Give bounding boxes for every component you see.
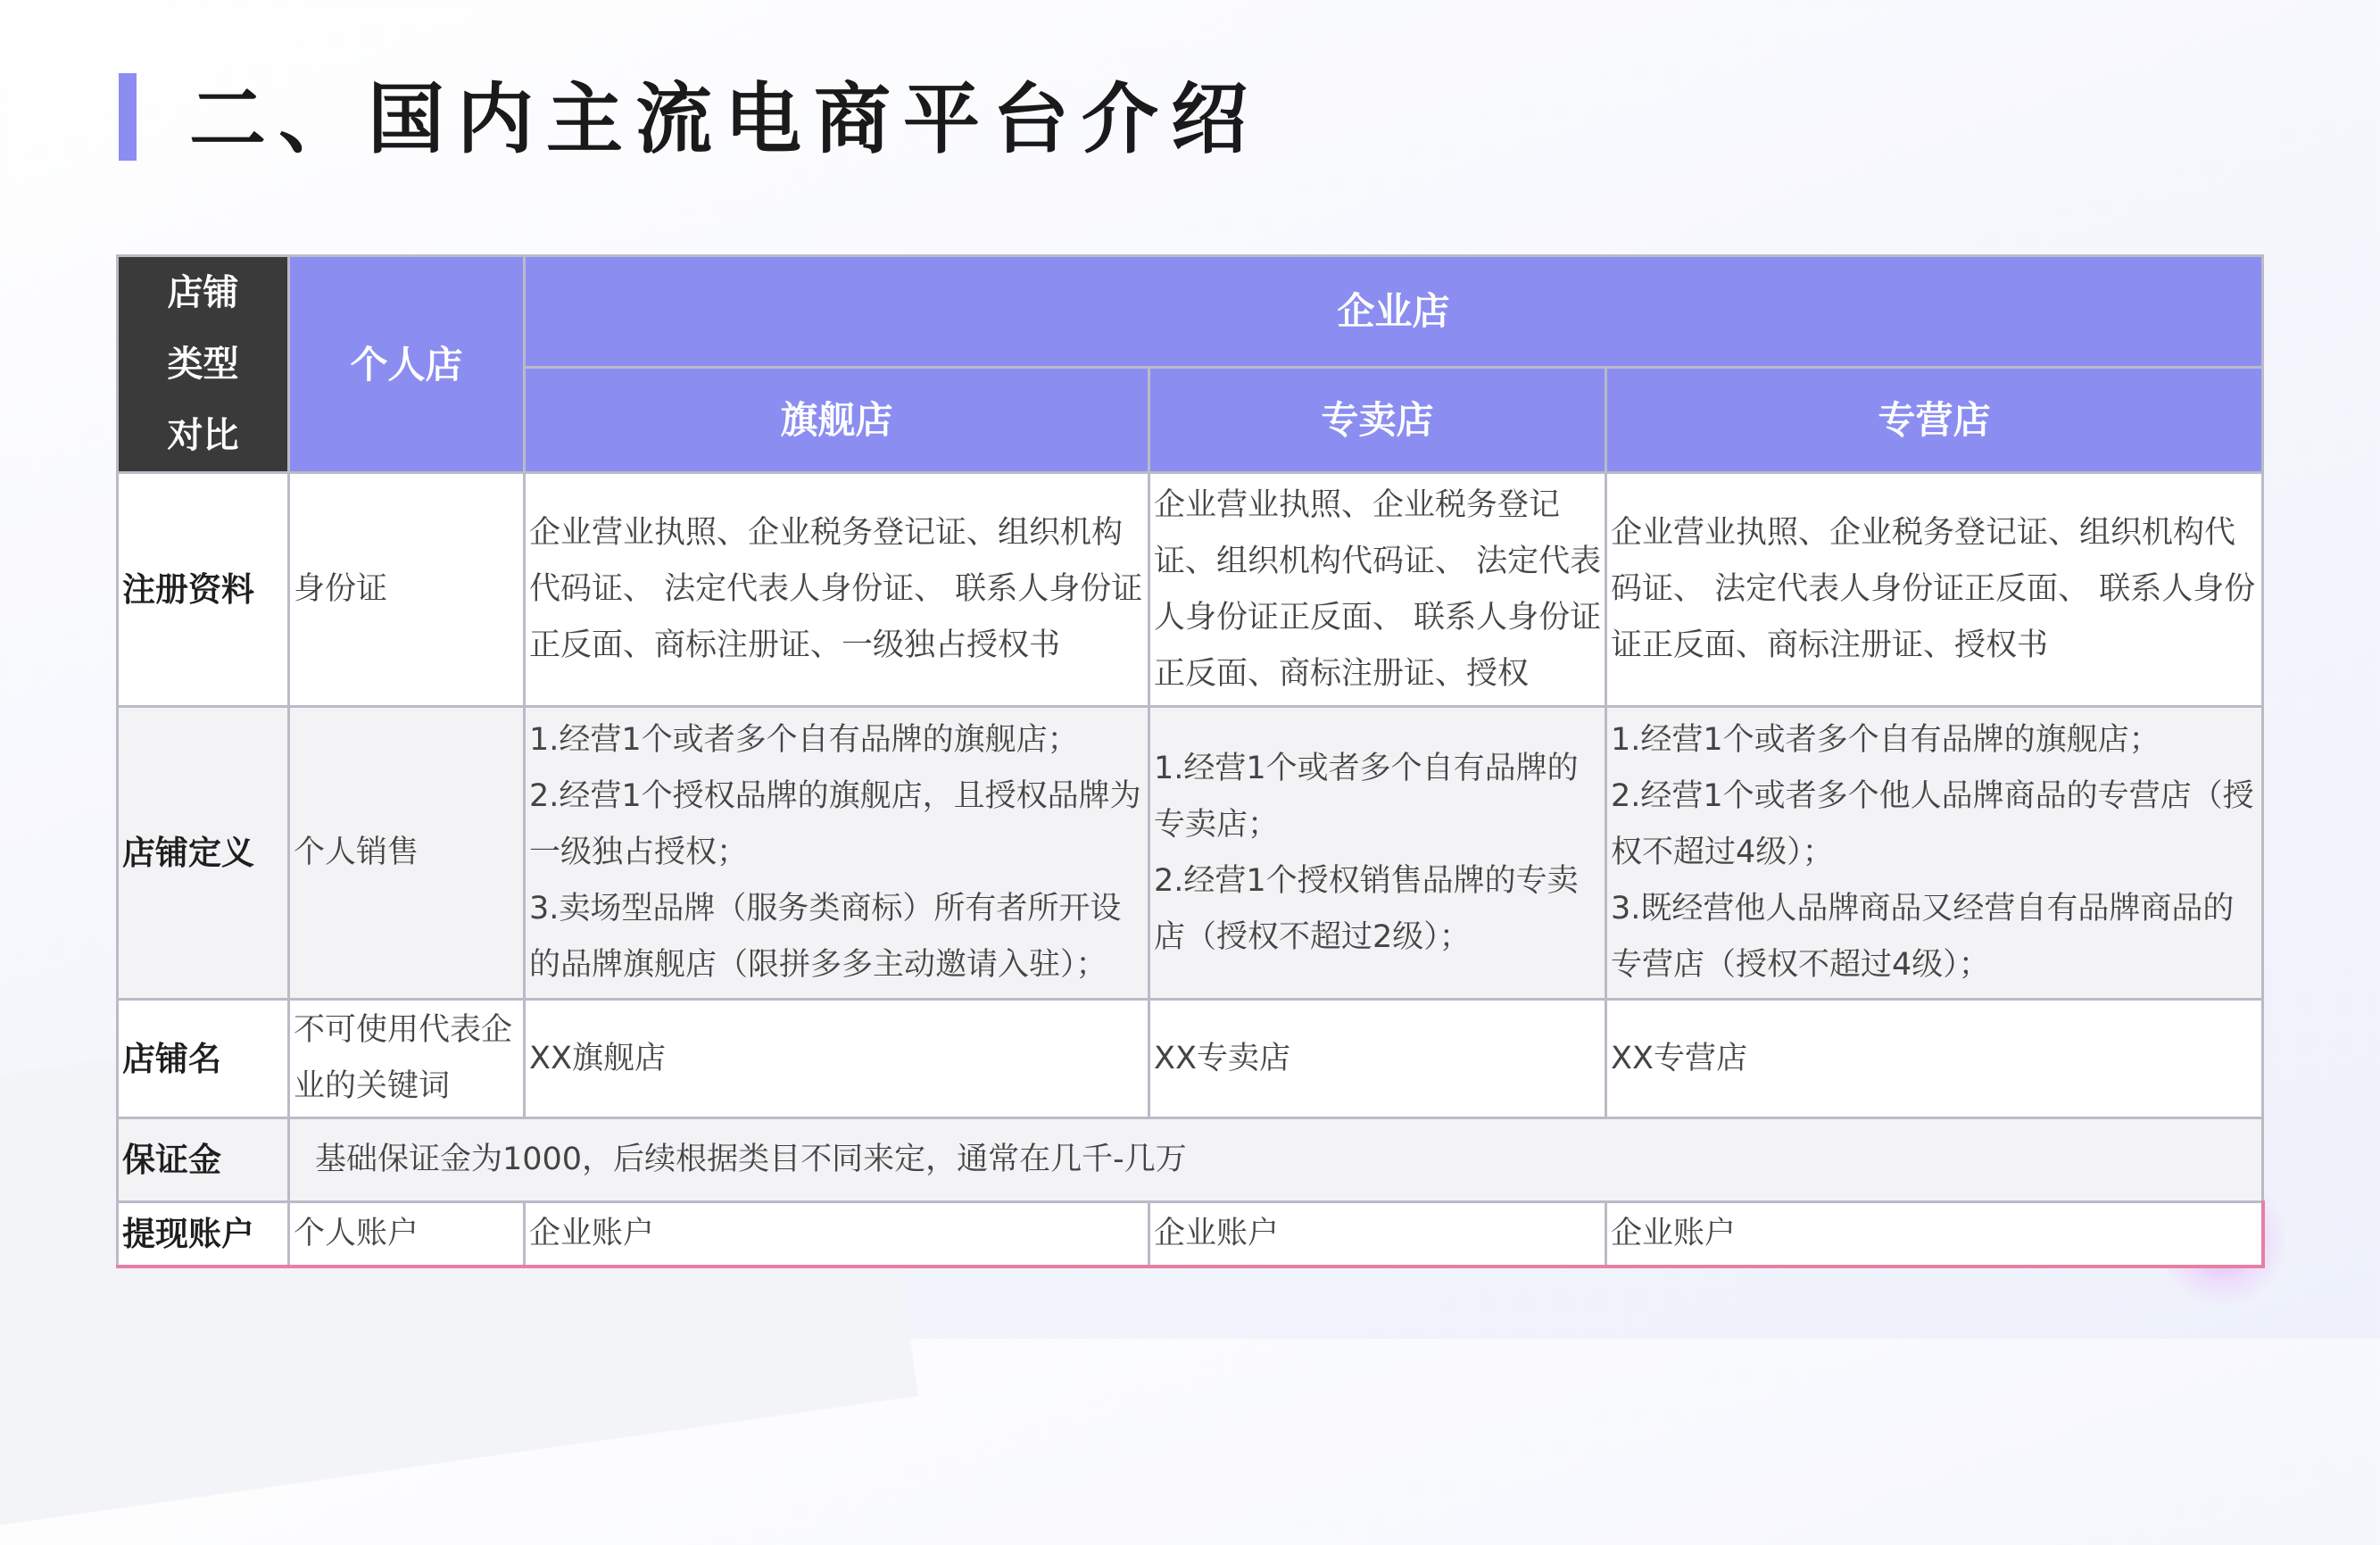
definition-specialty-line: 3.既经营他人品牌商品又经营自有品牌商品的专营店（授权不超过4级）； [1611, 891, 2235, 983]
store-type-comparison-table [116, 254, 2265, 1268]
row-label-deposit: 保证金 [118, 1118, 289, 1202]
header-exclusive-store: 专卖店 [1149, 367, 1606, 472]
cell-definition-exclusive [1149, 707, 1606, 1000]
cell-withdrawal-flagship: 企业账户 [525, 1202, 1149, 1267]
row-label-registration: 注册资料 [118, 473, 289, 707]
cell-registration-exclusive: 企业营业执照、企业税务登记证、组织机构代码证、 法定代表人身份证正反面、 联系人身份证正反面、商标注册证、授权 [1149, 473, 1606, 707]
cell-store-name-specialty: XX专营店 [1606, 1000, 2263, 1118]
row-label-definition: 店铺定义 [118, 707, 289, 1000]
cell-registration-specialty: 企业营业执照、企业税务登记证、组织机构代码证、 法定代表人身份证正反面、 联系人身份证正反面、商标注册证、授权书 [1606, 473, 2263, 707]
corner-header [118, 256, 289, 473]
cell-registration-personal: 身份证 [289, 473, 525, 707]
definition-flagship-line: 3.卖场型品牌（服务类商标）所有者所开设的品牌旗舰店（限拼多多主动邀请入驻）； [529, 891, 1122, 983]
definition-exclusive-line: 1.经营1个或者多个自有品牌的专卖店； [1154, 750, 1579, 843]
cell-definition-specialty [1606, 707, 2263, 1000]
page-title: 二、国内主流电商平台介绍 [189, 75, 1260, 164]
header-enterprise-store: 企业店 [525, 256, 2263, 368]
cell-registration-flagship: 企业营业执照、企业税务登记证、组织机构代码证、 法定代表人身份证、 联系人身份证正反面、商标注册证、一级独占授权书 [525, 473, 1149, 707]
row-label-store-name: 店铺名 [118, 1000, 289, 1118]
cell-withdrawal-exclusive: 企业账户 [1149, 1202, 1606, 1267]
row-label-withdrawal: 提现账户 [118, 1202, 289, 1267]
cell-withdrawal-personal: 个人账户 [289, 1202, 525, 1267]
definition-specialty-line: 1.经营1个或者多个自有品牌的旗舰店； [1611, 722, 2160, 758]
header-specialty-store: 专营店 [1606, 367, 2263, 472]
cell-deposit: 基础保证金为1000，后续根据类目不同来定，通常在几千-几万 [289, 1118, 2263, 1202]
row-deposit [118, 1118, 2263, 1202]
cell-store-name-flagship: XX旗舰店 [525, 1000, 1149, 1118]
cell-store-name-exclusive: XX专卖店 [1149, 1000, 1606, 1118]
definition-flagship-line: 1.经营1个或者多个自有品牌的旗舰店； [529, 722, 1079, 758]
cell-definition-flagship [525, 707, 1149, 1000]
header-flagship-store: 旗舰店 [525, 367, 1149, 472]
definition-specialty-line: 2.经营1个或者多个他人品牌商品的专营店（授权不超过4级）； [1611, 778, 2254, 870]
cell-definition-personal: 个人销售 [289, 707, 525, 1000]
corner-label: 店铺类型对比 [167, 272, 239, 456]
title-accent-bar [119, 73, 137, 161]
cell-withdrawal-specialty: 企业账户 [1606, 1202, 2263, 1267]
definition-exclusive-line: 2.经营1个授权销售品牌的专卖店（授权不超过2级）； [1154, 862, 1579, 955]
row-withdrawal [118, 1202, 2263, 1267]
cell-store-name-personal: 不可使用代表企业的关键词 [289, 1000, 525, 1118]
definition-flagship-line: 2.经营1个授权品牌的旗舰店，且授权品牌为一级独占授权； [529, 778, 1141, 870]
header-row-top [118, 256, 2263, 368]
row-store-name [118, 1000, 2263, 1118]
header-personal-store: 个人店 [289, 256, 525, 473]
row-definition [118, 707, 2263, 1000]
row-registration [118, 473, 2263, 707]
